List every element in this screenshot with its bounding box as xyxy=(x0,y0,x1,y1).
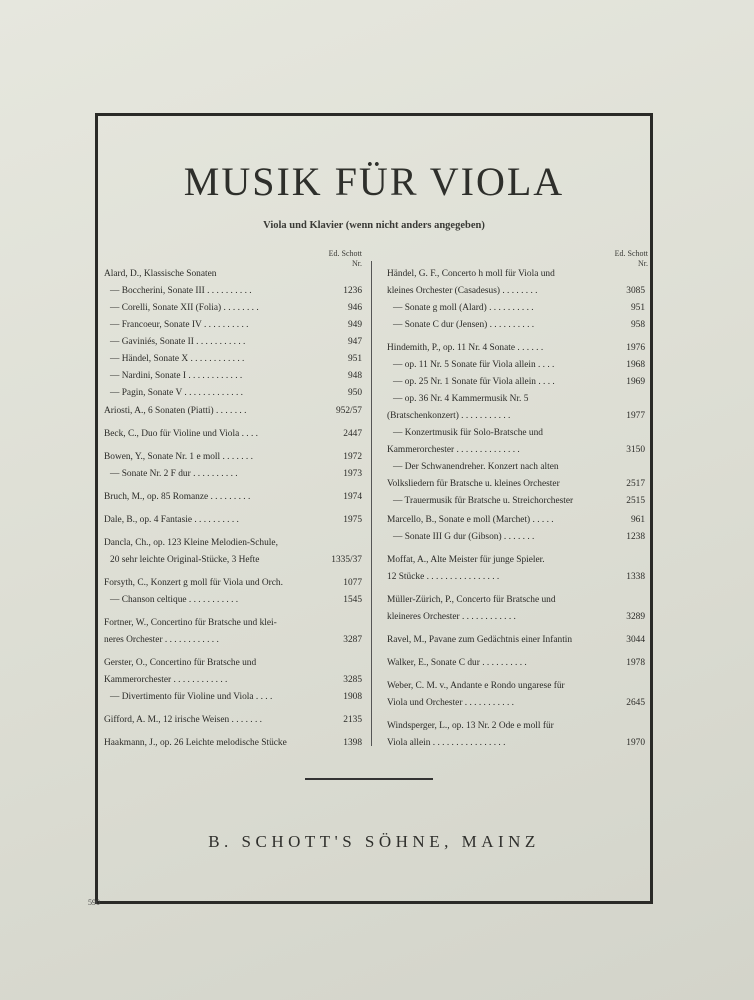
edition-number: 1545 xyxy=(343,595,362,605)
edition-number: 3150 xyxy=(626,445,645,455)
entry-line xyxy=(387,552,645,569)
header-line-2: Nr. xyxy=(638,259,648,268)
entry-line xyxy=(104,368,362,385)
entry-line xyxy=(104,712,362,729)
edition-number: 958 xyxy=(630,320,645,330)
entry-text: — Trauermusik für Bratsche u. Streichorchester xyxy=(393,496,574,506)
catalog-entry xyxy=(104,512,362,529)
entry-line xyxy=(387,655,645,672)
entry-text: Bruch, M., op. 85 Romanze . . . . . . . . . xyxy=(104,492,251,502)
entry-line xyxy=(104,575,362,592)
entry-line xyxy=(387,459,645,476)
entry-text: 20 sehr leichte Original-Stücke, 3 Hefte xyxy=(110,555,260,565)
entry-text: Gerster, O., Concertino für Bratsche und xyxy=(104,658,257,668)
entry-text: Moffat, A., Alte Meister für junge Spieler. xyxy=(387,555,545,565)
entry-text: Beck, C., Duo für Violine und Viola . . . . xyxy=(104,429,258,439)
entry-text: — Corelli, Sonate XII (Folia) . . . . . . . . xyxy=(110,303,259,313)
entry-text: Dancla, Ch., op. 123 Kleine Melodien-Schule, xyxy=(104,538,278,548)
entry-text: — Sonate g moll (Alard) . . . . . . . . . . xyxy=(393,303,534,313)
entry-line xyxy=(387,408,645,425)
edition-number: 1238 xyxy=(626,532,645,542)
header-line-1: Ed. Schott xyxy=(328,249,362,258)
entry-line xyxy=(387,425,645,442)
entry-text: Kammerorchester . . . . . . . . . . . . xyxy=(104,675,228,685)
entry-text: Haakmann, J., op. 26 Leichte melodische Stücke xyxy=(104,738,287,748)
edition-number: 2517 xyxy=(626,479,645,489)
edition-number: 1338 xyxy=(626,572,645,582)
edition-number: 1335/37 xyxy=(331,555,362,565)
edition-number: 947 xyxy=(347,337,362,347)
entry-line xyxy=(387,609,645,626)
edition-number: 2135 xyxy=(343,715,362,725)
entry-text: Ravel, M., Pavane zum Gedächtnis einer Infantin xyxy=(387,635,573,645)
entry-line xyxy=(104,615,362,632)
entry-text: — Boccherini, Sonate III . . . . . . . . . . xyxy=(110,286,252,296)
entry-text: Walker, E., Sonate C dur . . . . . . . . . . xyxy=(387,658,527,668)
entry-text: — Sonate III G dur (Gibson) . . . . . . . xyxy=(393,532,535,542)
edition-number: 3287 xyxy=(343,635,362,645)
entry-line xyxy=(387,476,645,493)
catalog-entry xyxy=(387,266,645,334)
edition-number: 2515 xyxy=(626,496,645,506)
entry-text: — op. 11 Nr. 5 Sonate für Viola allein . . . . xyxy=(393,360,555,370)
entry-text: Windsperger, L., op. 13 Nr. 2 Ode e moll für xyxy=(387,721,554,731)
entry-text: Händel, G. F., Concerto h moll für Viola und xyxy=(387,269,555,279)
catalog-entry xyxy=(104,712,362,729)
catalog-entry xyxy=(104,735,362,752)
entry-text: neres Orchester . . . . . . . . . . . . xyxy=(104,635,219,645)
entry-line xyxy=(387,695,645,712)
entry-line xyxy=(104,689,362,706)
entry-text: kleineres Orchester . . . . . . . . . . . . xyxy=(387,612,516,622)
catalog-entry xyxy=(387,632,645,649)
catalog-entry xyxy=(387,678,645,712)
entry-line xyxy=(104,385,362,402)
entry-line xyxy=(104,426,362,443)
catalog-entry xyxy=(387,512,645,546)
entry-text: Viola allein . . . . . . . . . . . . . . . . xyxy=(387,738,506,748)
entry-text: Kammerorchester . . . . . . . . . . . . . . xyxy=(387,445,520,455)
entry-line xyxy=(387,678,645,695)
entry-text: — op. 25 Nr. 1 Sonate für Viola allein . . . . xyxy=(393,377,555,387)
entry-text: kleines Orchester (Casadesus) . . . . . . . . xyxy=(387,286,538,296)
entry-text: Viola und Orchester . . . . . . . . . . . xyxy=(387,698,515,708)
entry-line xyxy=(104,672,362,689)
entry-line xyxy=(387,718,645,735)
edition-number: 3285 xyxy=(343,675,362,685)
edition-number: 3085 xyxy=(626,286,645,296)
entry-text: — Sonate Nr. 2 F dur . . . . . . . . . . xyxy=(110,469,238,479)
edition-number: 2645 xyxy=(626,698,645,708)
catalog-entry xyxy=(104,615,362,649)
entry-text: — Händel, Sonate X . . . . . . . . . . . . xyxy=(110,354,245,364)
catalog-entry xyxy=(104,266,362,402)
entry-line xyxy=(387,442,645,459)
entry-text: Gifford, A. M., 12 irische Weisen . . . . . . . xyxy=(104,715,262,725)
header-line-1: Ed. Schott xyxy=(614,249,648,258)
entry-line xyxy=(387,592,645,609)
entry-line xyxy=(387,529,645,546)
entry-line xyxy=(104,351,362,368)
catalog-entry xyxy=(387,718,645,752)
entry-line xyxy=(104,655,362,672)
entry-text: Ariosti, A., 6 Sonaten (Piatti) . . . . . . . xyxy=(104,406,247,416)
entry-line xyxy=(387,266,645,283)
catalog-entry xyxy=(104,535,362,569)
entry-text: Dale, B., op. 4 Fantasie . . . . . . . . . . xyxy=(104,515,239,525)
entry-text: — Nardini, Sonate I . . . . . . . . . . . . xyxy=(110,371,243,381)
edition-number: 3289 xyxy=(626,612,645,622)
entry-text: — op. 36 Nr. 4 Kammermusik Nr. 5 xyxy=(393,394,529,404)
edition-number: 948 xyxy=(347,371,362,381)
catalog-entry xyxy=(387,655,645,672)
edition-number: 1977 xyxy=(626,411,645,421)
entry-text: Forsyth, C., Konzert g moll für Viola und Orch. xyxy=(104,578,283,588)
entry-line xyxy=(104,300,362,317)
entry-text: Müller-Zürich, P., Concerto für Bratsche und xyxy=(387,595,556,605)
entry-line xyxy=(387,632,645,649)
entry-text: — Sonate C dur (Jensen) . . . . . . . . . . xyxy=(393,320,535,330)
catalog-entry xyxy=(104,575,362,609)
page-number: 590 xyxy=(88,898,100,907)
catalog-entry xyxy=(104,655,362,706)
entry-line xyxy=(387,357,645,374)
entry-text: Alard, D., Klassische Sonaten xyxy=(104,269,217,279)
edition-number: 952/57 xyxy=(335,406,362,416)
entry-line xyxy=(104,466,362,483)
entry-text: Weber, C. M. v., Andante e Rondo ungarese für xyxy=(387,681,565,691)
separator-rule xyxy=(305,778,433,780)
edition-number: 1976 xyxy=(626,343,645,353)
entry-text: — Chanson celtique . . . . . . . . . . . xyxy=(110,595,239,605)
page-title: MUSIK FÜR VIOLA xyxy=(183,159,565,204)
catalog-entry xyxy=(387,340,645,510)
edition-number: 1969 xyxy=(626,377,645,387)
entry-text: — Pagin, Sonate V . . . . . . . . . . . . . xyxy=(110,388,243,398)
header-line-2: Nr. xyxy=(352,259,362,268)
entry-text: Bowen, Y., Sonate Nr. 1 e moll . . . . . . . xyxy=(104,452,253,462)
entry-text: — Gaviniés, Sonate II . . . . . . . . . . . xyxy=(110,337,246,347)
edition-number: 949 xyxy=(347,320,362,330)
entry-line xyxy=(387,340,645,357)
catalog-entry xyxy=(104,403,362,420)
edition-number: 2447 xyxy=(343,429,362,439)
entry-text: Hindemith, P., op. 11 Nr. 4 Sonate . . . . . . xyxy=(387,343,544,353)
edition-number: 1975 xyxy=(343,515,362,525)
entry-line xyxy=(104,552,362,569)
entry-line xyxy=(104,266,362,283)
edition-number: 1970 xyxy=(626,738,645,748)
entry-line xyxy=(104,317,362,334)
edition-number: 3044 xyxy=(626,635,645,645)
entry-text: Fortner, W., Concertino für Bratsche und klei- xyxy=(104,618,277,628)
entry-line xyxy=(387,317,645,334)
entry-line xyxy=(104,592,362,609)
edition-number: 1236 xyxy=(343,286,362,296)
edition-number: 961 xyxy=(630,515,645,525)
entry-line xyxy=(104,334,362,351)
catalog-entry xyxy=(387,552,645,586)
entry-text: 12 Stücke . . . . . . . . . . . . . . . . xyxy=(387,572,500,582)
edition-number: 1398 xyxy=(343,738,362,748)
catalog-entry xyxy=(104,489,362,506)
entry-text: (Bratschenkonzert) . . . . . . . . . . . xyxy=(387,411,511,421)
entry-line xyxy=(104,283,362,300)
edition-number: 951 xyxy=(347,354,362,364)
entry-line xyxy=(387,391,645,408)
entry-line xyxy=(104,632,362,649)
entry-line xyxy=(387,735,645,752)
catalog-entry xyxy=(104,426,362,443)
entry-line xyxy=(387,493,645,510)
page-subtitle: Viola und Klavier (wenn nicht anders angegeben) xyxy=(263,220,485,231)
catalog-entry xyxy=(387,592,645,626)
entry-line xyxy=(104,449,362,466)
entry-line xyxy=(104,512,362,529)
entry-line xyxy=(387,374,645,391)
edition-number: 951 xyxy=(630,303,645,313)
entry-text: — Der Schwanendreher. Konzert nach alten xyxy=(393,462,559,472)
entry-line xyxy=(104,489,362,506)
entry-text: — Divertimento für Violine und Viola . . . . xyxy=(110,692,273,702)
entry-text: Marcello, B., Sonate e moll (Marchet) . . . . . xyxy=(387,515,554,525)
entry-line xyxy=(104,535,362,552)
entry-line xyxy=(387,569,645,586)
edition-number: 946 xyxy=(347,303,362,313)
entry-line xyxy=(104,735,362,752)
publisher-imprint: B. SCHOTT'S SÖHNE, MAINZ xyxy=(208,832,540,851)
edition-number: 1974 xyxy=(343,492,362,502)
catalog-frame xyxy=(95,113,653,904)
edition-number: 1968 xyxy=(626,360,645,370)
edition-number: 1978 xyxy=(626,658,645,668)
entry-text: — Francoeur, Sonate IV . . . . . . . . . . xyxy=(110,320,249,330)
entry-line xyxy=(387,283,645,300)
entry-text: Volksliedern für Bratsche u. kleines Orchester xyxy=(387,479,560,489)
edition-number: 1908 xyxy=(343,692,362,702)
column-divider xyxy=(371,261,372,746)
edition-number: 1972 xyxy=(343,452,362,462)
catalog-entry xyxy=(104,449,362,483)
edition-number: 950 xyxy=(347,388,362,398)
entry-text: — Konzertmusik für Solo-Bratsche und xyxy=(393,428,543,438)
entry-line xyxy=(104,403,362,420)
entry-line xyxy=(387,300,645,317)
entry-line xyxy=(387,512,645,529)
edition-number: 1973 xyxy=(343,469,362,479)
edition-number: 1077 xyxy=(343,578,362,588)
